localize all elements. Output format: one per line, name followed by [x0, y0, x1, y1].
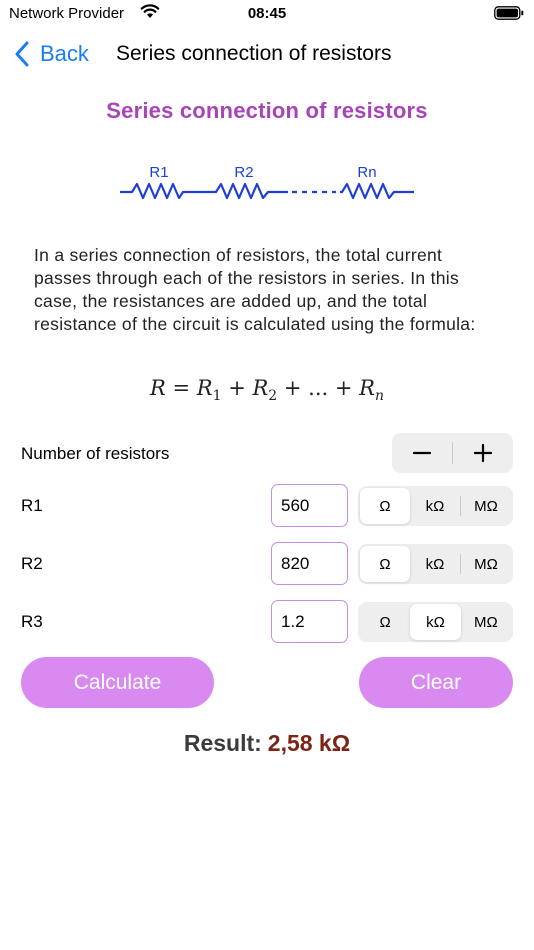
decrement-button[interactable] [392, 433, 452, 473]
unit-picker-r3 [358, 602, 513, 642]
result-label: Result: [183, 730, 262, 756]
chevron-left-icon [14, 41, 30, 67]
unit-kohm-r2[interactable]: kΩ [425, 555, 445, 573]
resistor-count-stepper [392, 433, 513, 473]
formula-term-n: R [359, 376, 375, 400]
unit-ohm-r2[interactable]: Ω [360, 546, 410, 582]
battery-icon [494, 6, 524, 20]
resistor-input-r2[interactable] [271, 542, 348, 585]
description-text: In a series connection of resistors, the total current passes through each of the resistors in series. In this case, the resistances are added up, and the total resistance of the circuit is calculated using the formula: [34, 245, 476, 334]
formula-plus-1: + [221, 376, 253, 400]
resistor-input-r1[interactable] [271, 484, 348, 527]
resistor-wire [120, 184, 288, 198]
formula-term-2: R [252, 376, 269, 400]
unit-mohm-r1[interactable]: MΩ [474, 497, 498, 515]
resistor-label-r3: R3 [21, 612, 43, 631]
minus-icon [412, 443, 432, 463]
formula-sub-1: 1 [212, 388, 222, 405]
formula-sub-2: 2 [268, 388, 278, 405]
unit-ohm-r1[interactable]: Ω [360, 488, 410, 524]
nav-title: Series connection of resistors [116, 42, 392, 65]
formula-lhs: R [150, 376, 166, 400]
unit-mohm-r2[interactable]: MΩ [474, 555, 498, 573]
resistor-label-r1: R1 [21, 496, 43, 515]
formula-plus-2: + ... + [277, 376, 360, 400]
unit-picker-r2 [358, 544, 513, 584]
back-label: Back [40, 41, 89, 66]
formula [0, 376, 534, 404]
formula-sub-n: n [374, 388, 384, 405]
diagram-label-rn: Rn [357, 164, 377, 181]
unit-kohm-r3[interactable]: kΩ [410, 604, 460, 640]
calculate-button[interactable]: Calculate [21, 657, 214, 708]
resistor-label-r2: R2 [21, 554, 43, 573]
increment-button[interactable] [453, 433, 513, 473]
back-button[interactable] [14, 39, 89, 69]
status-time: 08:45 [247, 5, 287, 22]
unit-kohm-r1[interactable]: kΩ [425, 497, 445, 515]
navigation-bar [0, 30, 534, 78]
carrier-name: Network Provider [9, 5, 125, 22]
resistor-count-label: Number of resistors [21, 444, 170, 463]
diagram-label-r2: R2 [234, 164, 254, 181]
result-display [0, 730, 534, 757]
resistor-input-r3[interactable] [271, 600, 348, 643]
series-circuit-diagram [118, 160, 418, 204]
unit-mohm-r3[interactable]: MΩ [473, 613, 498, 631]
resistor-wire-n [340, 184, 414, 198]
diagram-label-r1: R1 [149, 164, 169, 181]
formula-term-1: R [196, 376, 213, 400]
page-heading: Series connection of resistors [106, 98, 428, 123]
plus-icon [473, 443, 493, 463]
clear-button[interactable]: Clear [359, 657, 513, 708]
status-bar [0, 0, 534, 28]
unit-ohm-r3[interactable]: Ω [379, 613, 391, 631]
formula-equals: = [165, 376, 197, 400]
unit-picker-r1 [358, 486, 513, 526]
result-value: 2,58 kΩ [267, 730, 351, 756]
